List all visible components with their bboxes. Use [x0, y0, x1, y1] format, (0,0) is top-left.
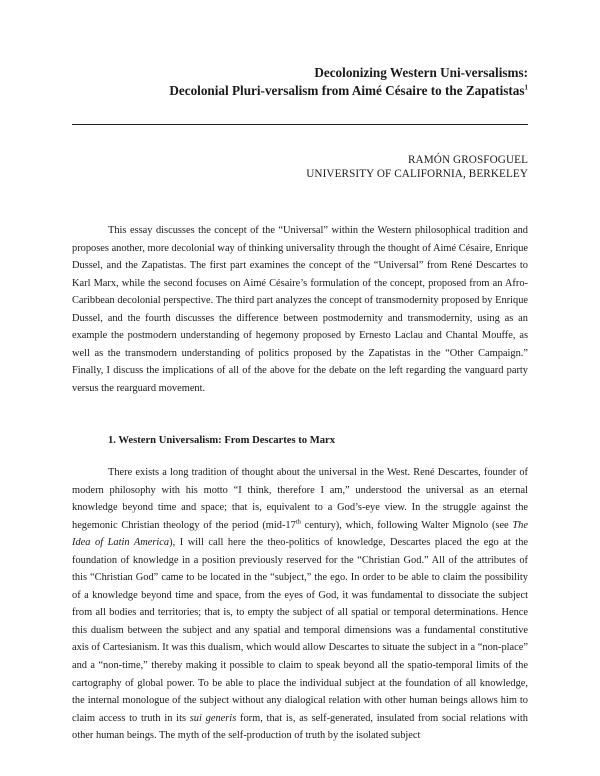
author-block [306, 153, 528, 181]
title-line-2 [169, 82, 528, 100]
title-line-1: Decolonizing Western Uni-versalisms: [314, 65, 528, 80]
body-text-a: There exists a long tradition of thought about the universal in the West. René Descartes, founder of modern philosophy with his motto “I think, therefore I am,” understood the universal as an eternal knowledge beyond time and space; that is, equivalent to a God’s-eye view. In the struggle against the hegemonic Christian theology of the period (mid-17 [72, 467, 528, 531]
author-affiliation: UNIVERSITY OF CALIFORNIA, BERKELEY [306, 168, 528, 180]
cited-title: The Idea of Latin America [72, 519, 528, 549]
title-footnote-mark[interactable]: 1 [524, 83, 528, 92]
title-divider [72, 124, 528, 125]
body-text-d: form, that is, as self-generated, insulated from social relations with other human beings. The myth of the self-production of truth by the isolated subject [72, 712, 529, 742]
body-paragraph [72, 464, 528, 745]
title-line-2-text: Decolonial Pluri-versalism from Aimé Césaire to the Zapatistas [169, 83, 525, 98]
latin-term: sui generis [189, 712, 237, 724]
section-heading: 1. Western Universalism: From Descartes to Marx [108, 435, 336, 446]
paper-title [169, 64, 528, 100]
body-text-c: ), I will call here the theo-politics of knowledge, Descartes placed the ego at the foundation of knowledge in a position previously reserved for the “Christian God.” All of the attributes of this “Christian God” came to be located in the “subject,” the ego. In order to be able to claim the possibility of a knowledge beyond time and space, from the eyes of God, it was fundamental to dissociate the subject from all bodies and territories; that is, to empty the subject of all spatial or temporal determinations. Hence this dualism between the subject and any spatial and temporal dimensions was a fundamental constitutive axis of Cartesianism. It was this dualism, which would allow Descartes to situate the subject in a “non-place” and a “non-time,” thereby making it possible to claim to speak beyond all the spatio-temporal limits of the cartography of global power. To be able to place the individual subject at the foundation of all knowledge, the internal monologue of the subject without any dialogical relation with other human beings allows him to claim access to truth in its [72, 537, 529, 724]
abstract-paragraph: This essay discusses the concept of the “Universal” within the Western philosophical tradition and proposes another, more decolonial way of thinking universality through the thought of Aimé Césaire, Enrique Dussel, and the Zapatistas. The first part examines the concept of the “Universal” from René Descartes to Karl Marx, while the second focuses on Aimé Césaire’s formulation of the concept, proposed from an Afro-Caribbean decolonial perspective. The third part analyzes the concept of transmodernity proposed by Enrique Dussel, and the fourth discusses the difference between postmodernity and transmodernity, using as an example the postmodern understanding of hegemony proposed by Ernesto Laclau and Chantal Mouffe, as well as the transmodern understanding of politics proposed by the Zapatistas in the “Other Campaign.” Finally, I discuss the implications of all of the above for the debate on the left regarding the vanguard party versus the rearguard movement. [72, 225, 528, 394]
body-text-b: century), which, following Walter Mignolo (see [300, 519, 513, 531]
ordinal-superscript: th [295, 518, 301, 526]
author-name: RAMÓN GROSFOGUEL [407, 154, 528, 166]
